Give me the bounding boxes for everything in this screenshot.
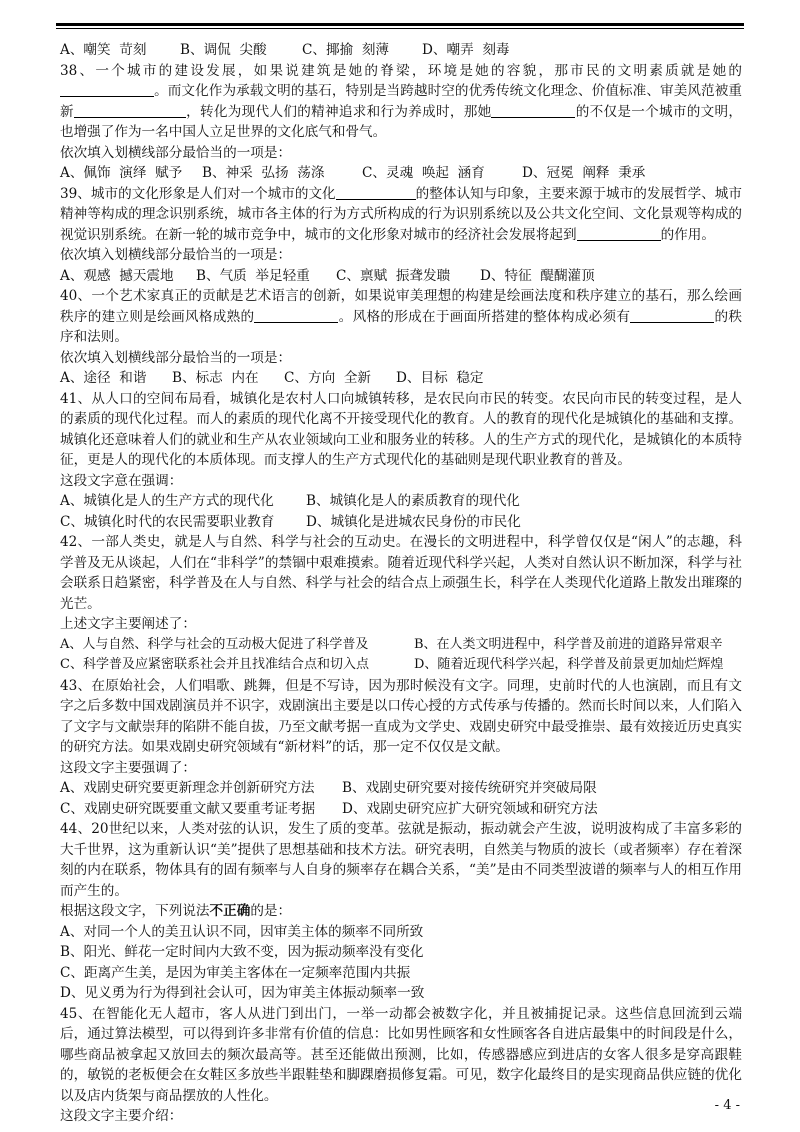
q42-options-row-2 <box>60 655 742 676</box>
q44-prompt-post: 的是： <box>250 903 292 919</box>
q42-option-b: B、在人类文明进程中，科学普及前进的道路异常艰辛 <box>414 636 723 652</box>
q45-prompt: 这段文字主要介绍： <box>60 1108 183 1124</box>
q43-option-a: A、戏剧史研究要更新理念并创新研究方法 <box>60 780 315 796</box>
q41-options-row-1 <box>60 491 742 512</box>
q40-options <box>60 368 742 389</box>
q44-prompt-pre: 根据这段文字，下列说法 <box>60 903 210 919</box>
q38-text-3: ，转化为现代人们的精神追求和行为养成时，那她 <box>185 103 492 120</box>
q42-option-d: D、随着近现代科学兴起，科学普及前景更加灿烂辉煌 <box>414 657 724 672</box>
q38-option-b: B、神采 弘扬 荡涤 <box>202 165 325 181</box>
page-number: - 4 - <box>714 1098 740 1113</box>
q38-blank-2 <box>74 103 186 118</box>
q43-options-row-2 <box>60 799 742 820</box>
q44-option-a: A、对同一个人的美丑认识不同，因审美主体的频率不同所致 <box>60 923 424 940</box>
q38-option-d: D、冠冕 阐释 秉承 <box>522 165 646 181</box>
q42-option-c: C、科学普及应紧密联系社会并且找准结合点和切入点 <box>60 657 369 672</box>
q40-stem <box>60 286 742 348</box>
q39-text-1: 39、城市的文化形象是人们对一个城市的文化 <box>60 185 336 202</box>
q37-option-c: C、揶揄 刻薄 <box>302 42 390 58</box>
q37-option-d: D、嘲弄 刻毒 <box>422 42 510 58</box>
q39-text-2: 的整体认知与印象，主要来源于城市的发展哲学、城市精神等构成的理念识别系统，城市各主体的行为方式所构成的行为识别系统以及公共文化空间、文化景观等构成的视觉识别系统。在新一轮的城市竞争中，城市的文化形象对城市的经济社会发展将起到 <box>60 185 742 243</box>
q43-options-row-1 <box>60 778 742 799</box>
q42-prompt: 上述文字主要阐述了： <box>60 616 196 632</box>
q42-options-row-1 <box>60 635 742 656</box>
q39-text-3: 的作用。 <box>660 226 715 243</box>
q41-options-row-2 <box>60 512 742 533</box>
q43-option-d: D、戏剧史研究应扩大研究领域和研究方法 <box>342 800 598 817</box>
top-rule <box>56 23 744 29</box>
q44-option-c: C、距离产生美，是因为审美主客体在一定频率范围内共振 <box>60 964 411 981</box>
q45-stem: 45、在智能化无人超市，客人从进门到出门，一举一动都会被数字化，并且被捕捉记录。这些信息回流到云端后，通过算法模型，可以得到许多非常有价值的信息：比如男性顾客和女性顾客各自进店最集中的时间段是什么，哪些商品被拿起又放回去的频次最高等。甚至还能做出预测，比如，传感器感应到进店的女客人很多是穿高跟鞋的，敏锐的老板便会在女鞋区多放些半跟鞋垫和脚踝磨损修复霜。可见，数字化最终目的是实现商品供应链的优化以及店内货架与商品摆放的人性化。 <box>60 1005 742 1104</box>
q39-prompt: 依次填入划横线部分最恰当的一项是： <box>60 247 292 263</box>
q43-option-b: B、戏剧史研究要对接传统研究并突破局限 <box>342 780 597 796</box>
q44-prompt-emphasis: 不正确 <box>209 903 251 919</box>
q39-blank-2 <box>577 226 661 241</box>
q40-text-2: 。风格的形成在于画面所搭建的整体构成必须有 <box>338 308 631 325</box>
q41-prompt: 这段文字意在强调： <box>60 472 183 489</box>
q39-option-a: A、观感 撼天震地 <box>60 267 174 284</box>
q40-option-b: B、标志 内在 <box>172 370 259 386</box>
q40-option-a: A、途径 和谐 <box>60 370 147 386</box>
q37-options <box>60 40 742 61</box>
q38-text-4: 的不仅是一个城市的文明，也增强了作为一名中国人立足世界的文化底气和骨气。 <box>60 103 743 140</box>
q38-blank-1 <box>60 82 154 97</box>
q39-option-c: C、禀赋 振聋发聩 <box>336 267 451 284</box>
q38-prompt: 依次填入划横线部分最恰当的一项是： <box>60 144 292 161</box>
q43-option-c: C、戏剧史研究既要重文献又要重考证考据 <box>60 800 316 817</box>
q40-text-3: 的秩序和法则。 <box>60 308 743 345</box>
q41-option-a: A、城镇化是人的生产方式的现代化 <box>60 493 274 509</box>
q44-stem: 44、20世纪以来，人类对弦的认识，发生了质的变革。弦就是振动，振动就会产生波，说明波构成了丰富多彩的大千世界，这为重新认识“美”提供了思想基础和技术方法。研究表明，自然美与物质的波长（或者频率）存在着深刻的内在联系，物体具有的固有频率与人自身的频率存在耦合关系，“美”是由不同类型波谱的频率与人的相互作用而产生的。 <box>60 821 742 899</box>
q37-option-a: A、嘲笑 苛刻 <box>60 42 147 58</box>
q43-stem: 43、在原始社会，人们唱歌、跳舞，但是不写诗，因为那时候没有文字。同理，史前时代的人也演剧，而且有文字之后多数中国戏剧演员并不识字，戏剧演出主要是以口传心授的方式传承与传播的。然而长时间以来，人们陷入了文字与文献崇拜的陷阱不能自拔，乃至文献考据一直成为文学史、戏剧史研究中最受推崇、最有效接近历史真实的研究方法。如果戏剧史研究领域有“新材料”的话，那一定不仅仅是文献。 <box>60 677 742 755</box>
q41-option-b: B、城镇化是人的素质教育的现代化 <box>306 493 520 509</box>
q38-blank-3 <box>491 103 575 118</box>
q43-prompt: 这段文字主要强调了： <box>60 759 196 776</box>
q38-options <box>60 163 742 184</box>
q40-text-1: 40、一个艺术家真正的贡献是艺术语言的创新，如果说审美理想的构建是绘画法度和秩序建立的基石，那么绘画秩序的建立则是绘画风格成熟的 <box>60 288 742 325</box>
q39-blank-1 <box>336 185 416 200</box>
q42-stem: 42、一部人类史，就是人与自然、科学与社会的互动史。在漫长的文明进程中，科学曾仅仅是“闲人”的志趣，科学普及无从谈起，人们在“非科学”的禁锢中艰难摸索。随着近现代科学兴起，人类对自然认识不断加深，科学与社会联系日趋紧密，科学普及在人与自然、科学与社会的结合点上顽强生长，科学在人类现代化道路上散发出璀璨的光芒。 <box>60 534 742 612</box>
q39-option-b: B、气质 举足轻重 <box>196 267 310 284</box>
q42-option-a: A、人与自然、科学与社会的互动极大促进了科学普及 <box>60 636 369 652</box>
q40-option-c: C、方向 全新 <box>284 370 372 386</box>
q41-option-d: D、城镇化是进城农民身份的市民化 <box>306 513 521 530</box>
q40-blank-2 <box>630 308 714 323</box>
q38-text-2: 。而文化作为承载文明的基石，特别是当跨越时空的优秀传统文化理念、价值标准、审美风范被重新 <box>60 83 742 120</box>
q44-option-b: B、阳光、鲜花一定时间内大致不变，因为振动频率没有变化 <box>60 944 424 960</box>
q41-stem: 41、从人口的空间布局看，城镇化是农村人口向城镇转移，是农民向市民的转变。农民向市民的转变过程，是人的素质的现代化过程。而人的素质的现代化离不开接受现代化的教育。人的教育的现代化是城镇化的基础和支撑。城镇化还意味着人们的就业和生产从农业领域向工业和服务业的转移。人的生产方式的现代化，是城镇化的本质特征，更是人的现代化的本质体现。而支撑人的生产方式现代化的基础则是现代职业教育的普及。 <box>60 390 742 468</box>
q39-stem <box>60 184 742 246</box>
q38-option-a: A、佩饰 演绎 赋予 <box>60 165 183 181</box>
q40-blank-1 <box>254 308 338 323</box>
page-content <box>60 40 742 1127</box>
q40-prompt: 依次填入划横线部分最恰当的一项是： <box>60 349 292 366</box>
q44-prompt <box>60 901 742 922</box>
q38-stem <box>60 61 742 143</box>
q38-option-c: C、灵魂 唤起 涵育 <box>362 165 485 181</box>
q41-option-c: C、城镇化时代的农民需要职业教育 <box>60 513 275 530</box>
q44-option-d: D、见义勇为行为得到社会认可，因为审美主体振动频率一致 <box>60 985 425 1001</box>
q39-option-d: D、特征 醍醐灌顶 <box>480 267 595 284</box>
q40-option-d: D、目标 稳定 <box>396 370 484 386</box>
q38-text-1: 38、一个城市的建设发展，如果说建筑是她的脊梁，环境是她的容貌，那市民的文明素质就是她的 <box>60 62 742 79</box>
q37-option-b: B、调侃 尖酸 <box>180 42 267 58</box>
q39-options <box>60 266 742 287</box>
